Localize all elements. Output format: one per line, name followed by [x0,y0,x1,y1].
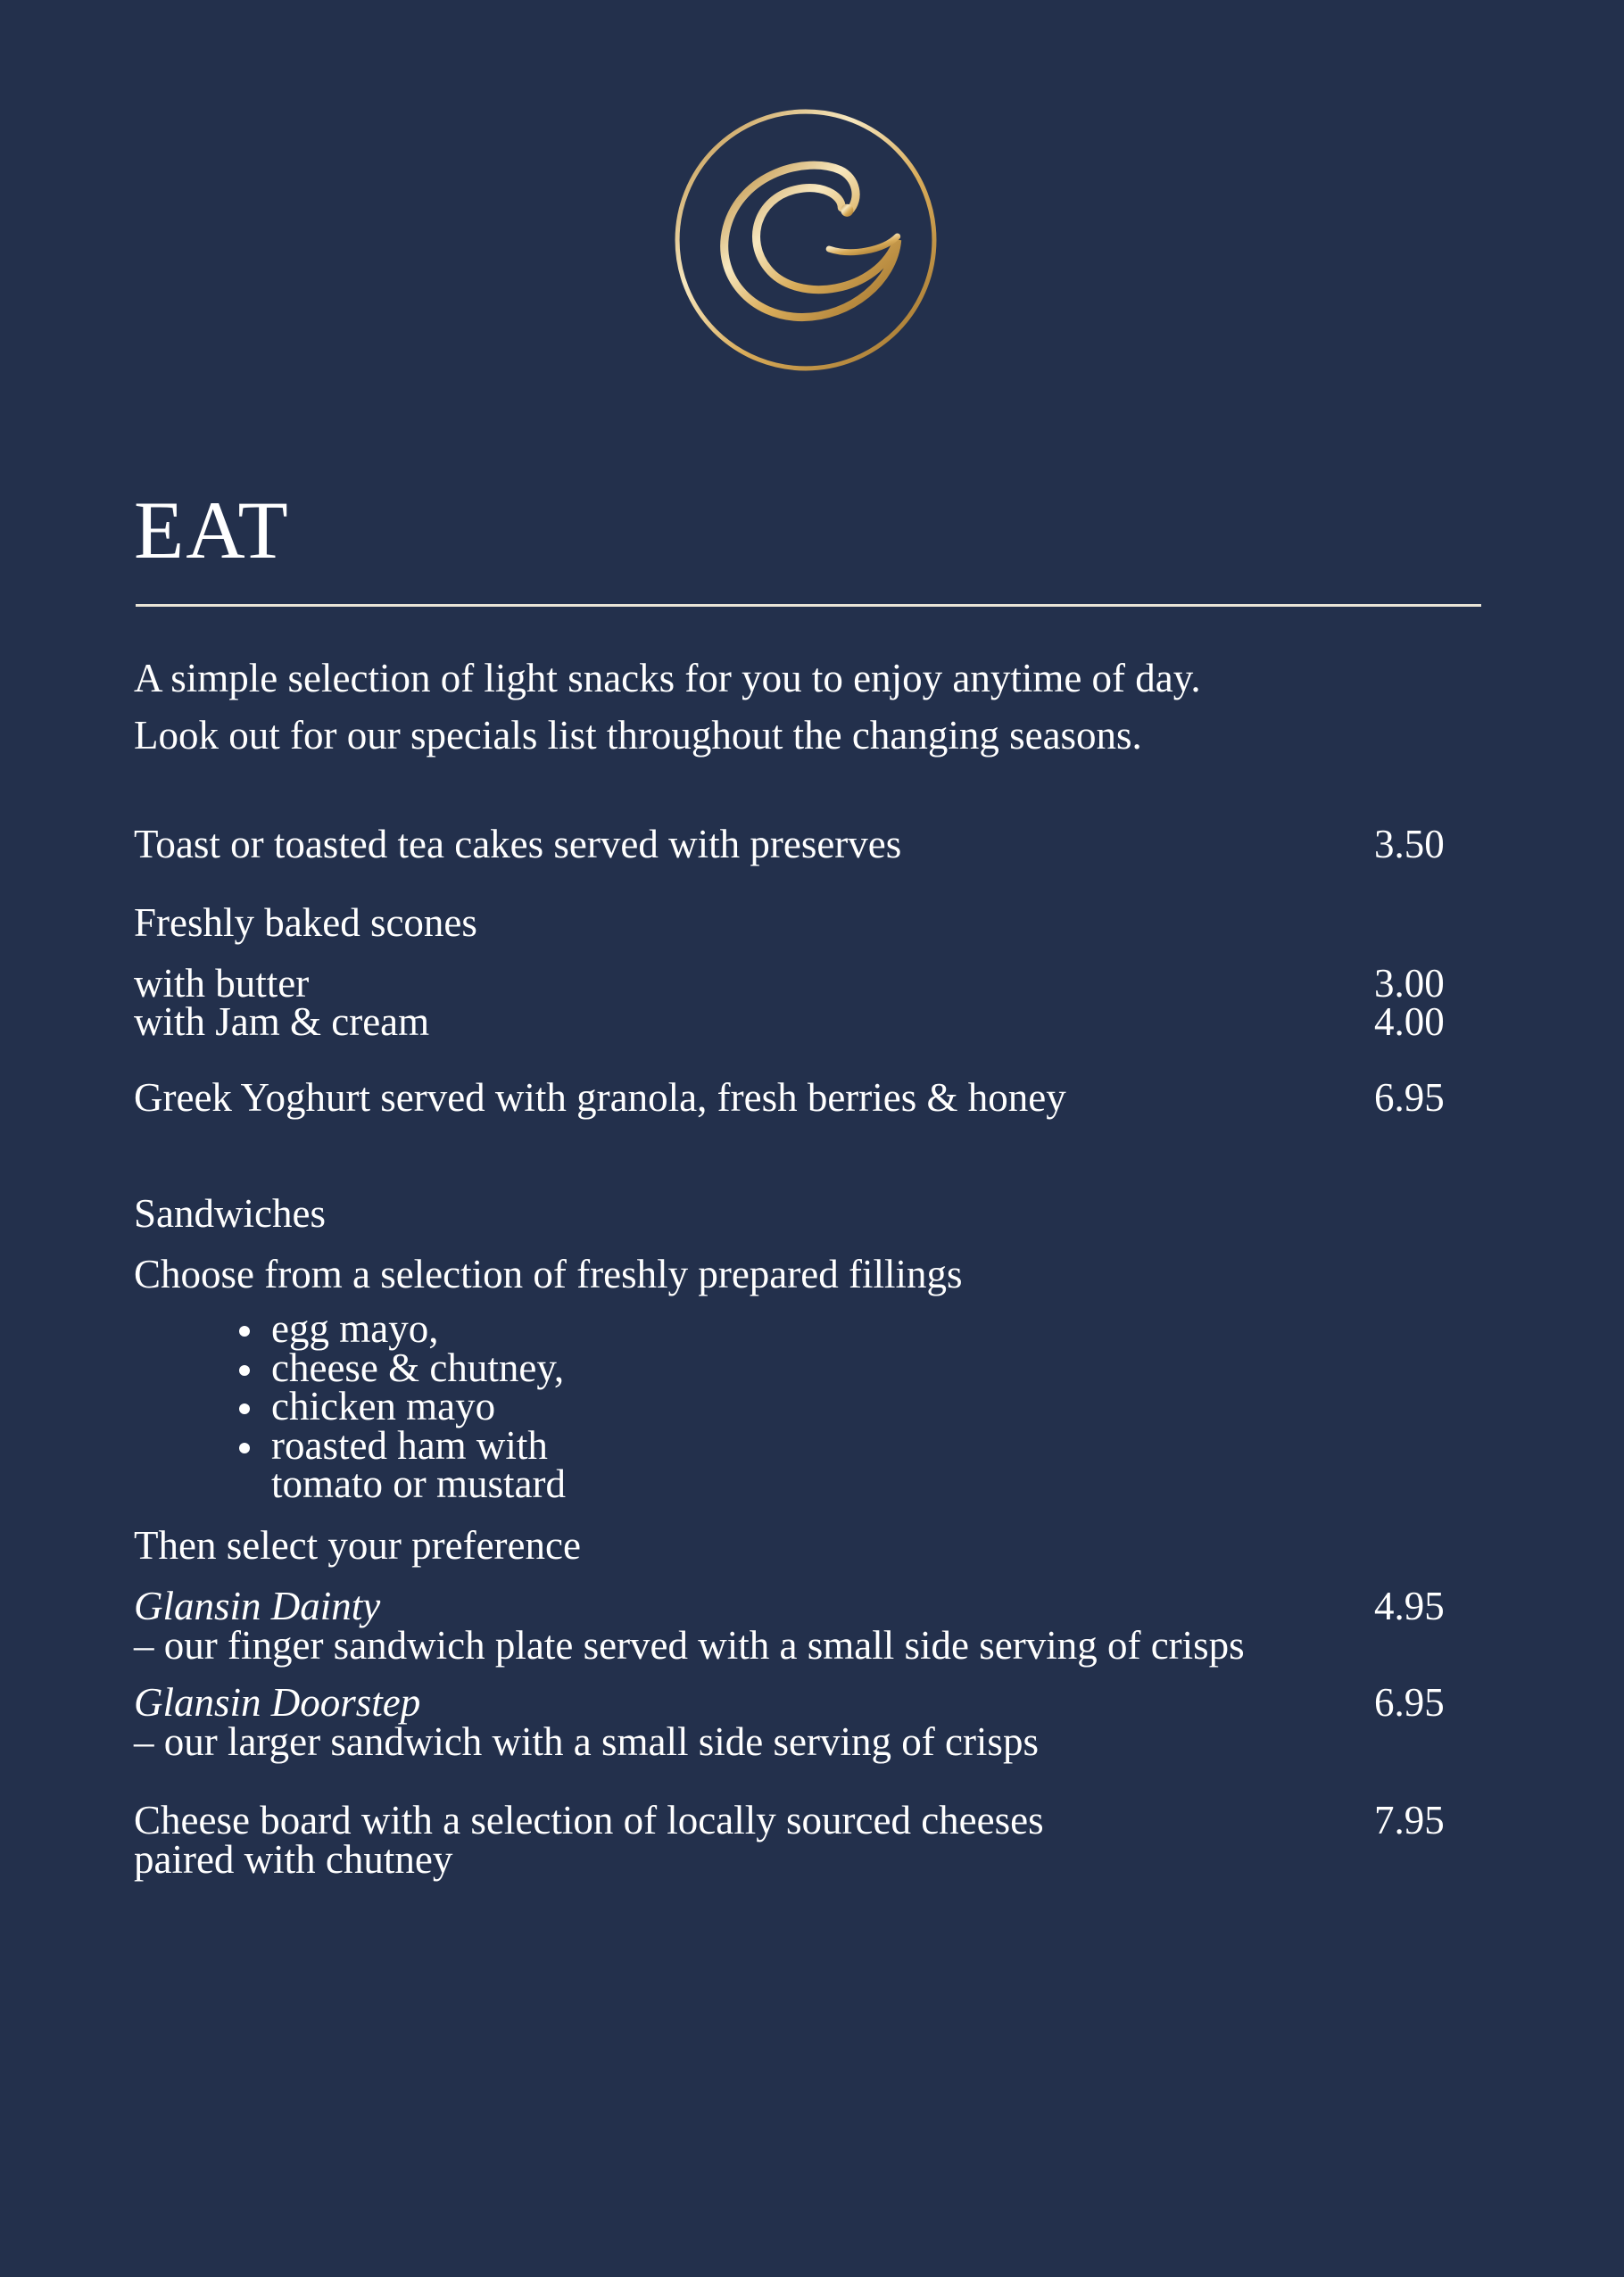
list-item [234,1384,566,1428]
filling-label: chicken mayo [271,1384,496,1428]
menu-item-scones-butter [134,961,1463,1006]
item-name: with Jam & cream [134,999,430,1044]
fillings-list [234,1306,566,1506]
item-description: – our finger sandwich plate served with a small side serving of crisps [134,1623,1245,1668]
list-item [234,1306,566,1351]
item-name: Glansin Doorstep [134,1680,421,1725]
menu-item-dainty [134,1586,1463,1626]
bullet-icon [239,1403,250,1414]
list-item [234,1422,566,1506]
item-name: Toast or toasted tea cakes served with preserves [134,822,902,866]
item-price: 3.00 [1374,961,1445,1006]
intro-line: A simple selection of light snacks for you to enjoy anytime of day. [134,656,1201,700]
bullet-icon [239,1365,250,1376]
filling-label-continued: tomato or mustard [271,1461,566,1506]
item-price: 3.50 [1374,822,1445,866]
item-name: Cheese board with a selection of locally sourced cheeses [134,1798,1044,1842]
intro-text [134,650,1472,764]
title-divider [136,604,1481,607]
sandwich-fillings-intro: Choose from a selection of freshly prepared fillings [134,1252,963,1296]
menu-item-scones-jam [134,999,1463,1044]
filling-label: cheese & chutney, [271,1345,565,1390]
item-price: 7.95 [1374,1798,1445,1842]
list-item [234,1345,566,1390]
item-name: Greek Yoghurt served with granola, fresh berries & honey [134,1075,1066,1120]
filling-label: egg mayo, [271,1306,439,1351]
item-price: 6.95 [1374,1680,1445,1725]
glansin-g-emblem-icon [671,105,940,375]
item-description: – our larger sandwich with a small side serving of crisps [134,1719,1039,1764]
item-name: with butter [134,961,310,1006]
menu-item-yoghurt [134,1075,1463,1120]
menu-item-doorstep [134,1680,1463,1725]
item-price: 4.00 [1374,999,1445,1044]
item-description: paired with chutney [134,1837,453,1882]
intro-line: Look out for our specials list throughout the changing seasons. [134,713,1142,758]
section-heading-scones: Freshly baked scones [134,900,477,945]
bullet-icon [239,1326,250,1337]
item-name: Glansin Dainty [134,1584,381,1628]
bullet-icon [239,1443,250,1453]
preference-heading: Then select your preference [134,1523,581,1568]
filling-label: roasted ham with [271,1422,548,1468]
menu-item-toast [134,824,1463,864]
section-heading-sandwiches: Sandwiches [134,1191,326,1236]
page-title: EAT [134,484,290,575]
menu-item-cheese-board [134,1798,1463,1842]
item-price: 6.95 [1374,1075,1445,1120]
item-price: 4.95 [1374,1584,1445,1628]
